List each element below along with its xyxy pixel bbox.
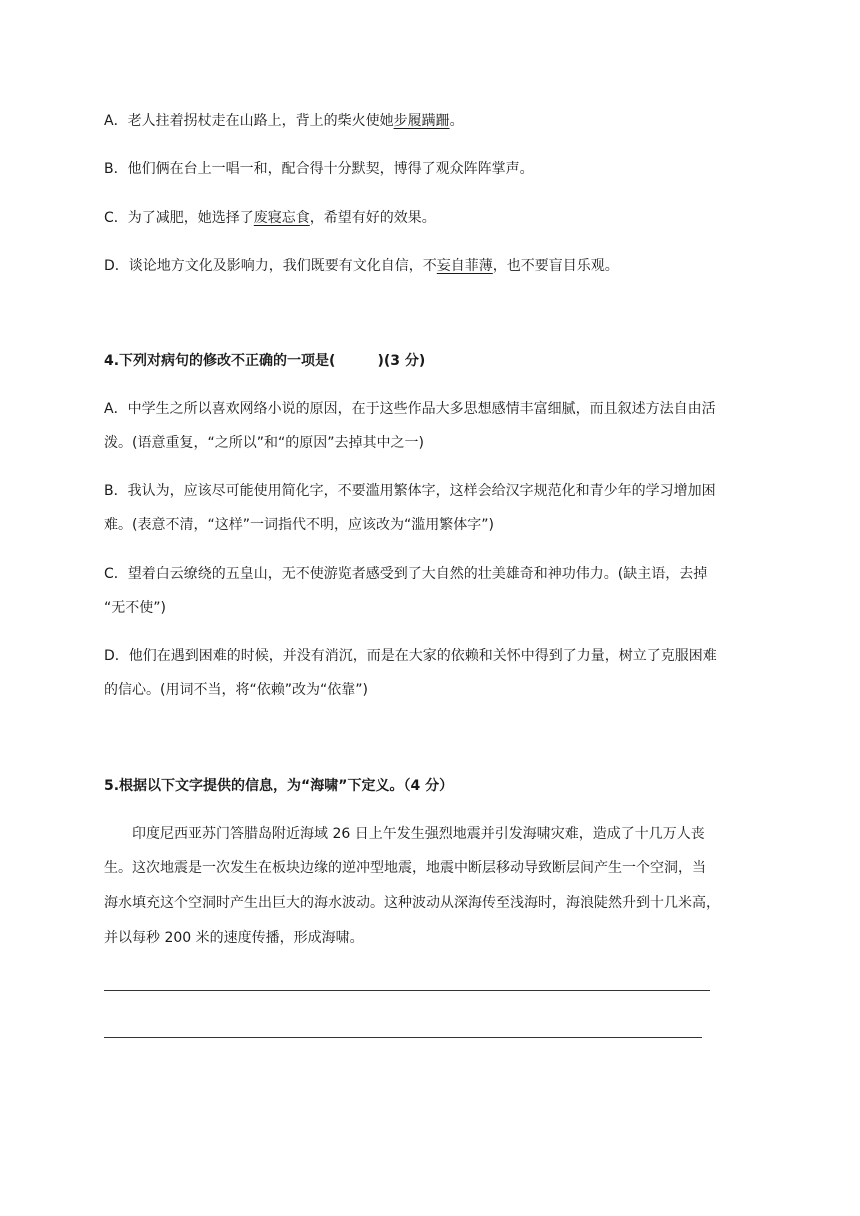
option-d-prefix: D．谈论地方文化及影响力，我们既要有文化自信，不 [104,258,437,274]
option-c-prefix: C．为了减肥，她选择了 [104,210,254,226]
q4-line: 泼。(语意重复，“之所以”和“的原因”去掉其中之一) [104,435,424,451]
passage-line: 海水填充这个空洞时产生出巨大的海水波动。这种波动从深海传至浅海时，海浪陡然升到十几米高， [104,895,720,911]
option-a [104,111,464,131]
option-a-term: 步履蹒跚 [393,113,450,129]
option-c [104,208,436,228]
option-c-suffix: ，希望有好的效果。 [309,210,436,226]
q4-line: 难。(表意不清，“这样”一词指代不明，应该改为“滥用繁体字”) [104,517,494,533]
option-c-term: 废寝忘食 [253,210,310,226]
passage-line: 生。这次地震是一次发生在板块边缘的逆冲型地震，地震中断层移动导致断层间产生一个空洞，当 [104,860,706,876]
q4-line: D．他们在遇到困难的时候，并没有消沉，而是在大家的依赖和关怀中得到了力量，树立了克服困难 [104,648,717,664]
question-4-title: 4.下列对病句的修改不正确的一项是( )(3 分) [104,353,426,369]
passage-line: 印度尼西亚苏门答腊岛附近海域 26 日上午发生强烈地震并引发海啸灾难，造成了十几万人丧 [132,826,705,842]
q4-line: C．望着白云缭绕的五皇山，无不使游览者感受到了大自然的壮美雄奇和神功伟力。(缺主语，去掉 [104,566,708,582]
answer-line[interactable] [104,1037,702,1038]
option-b [104,159,534,179]
q4-line: B．我认为，应该尽可能使用简化字，不要滥用繁体字，这样会给汉字规范化和青少年的学习增加困 [104,483,716,499]
answer-line[interactable] [104,990,710,991]
passage-line: 并以每秒 200 米的速度传播，形成海啸。 [104,930,364,946]
option-a-suffix: 。 [449,113,464,129]
question-5-title: 5.根据以下文字提供的信息，为“海啸”下定义。（4 分） [104,778,454,794]
q4-line: A．中学生之所以喜欢网络小说的原因，在于这些作品大多思想感情丰富细腻，而且叙述方法自由活 [104,401,716,417]
option-d [104,256,619,276]
q4-line: “无不使”) [104,600,166,616]
option-d-term: 妄自菲薄 [436,258,493,274]
option-d-suffix: ，也不要盲目乐观。 [492,258,619,274]
option-b-text: B．他们俩在台上一唱一和，配合得十分默契，博得了观众阵阵掌声。 [104,161,534,177]
option-a-prefix: A．老人拄着拐杖走在山路上，背上的柴火使她 [104,113,394,129]
q4-line: 的信心。(用词不当，将“依赖”改为“依靠”) [104,682,368,698]
